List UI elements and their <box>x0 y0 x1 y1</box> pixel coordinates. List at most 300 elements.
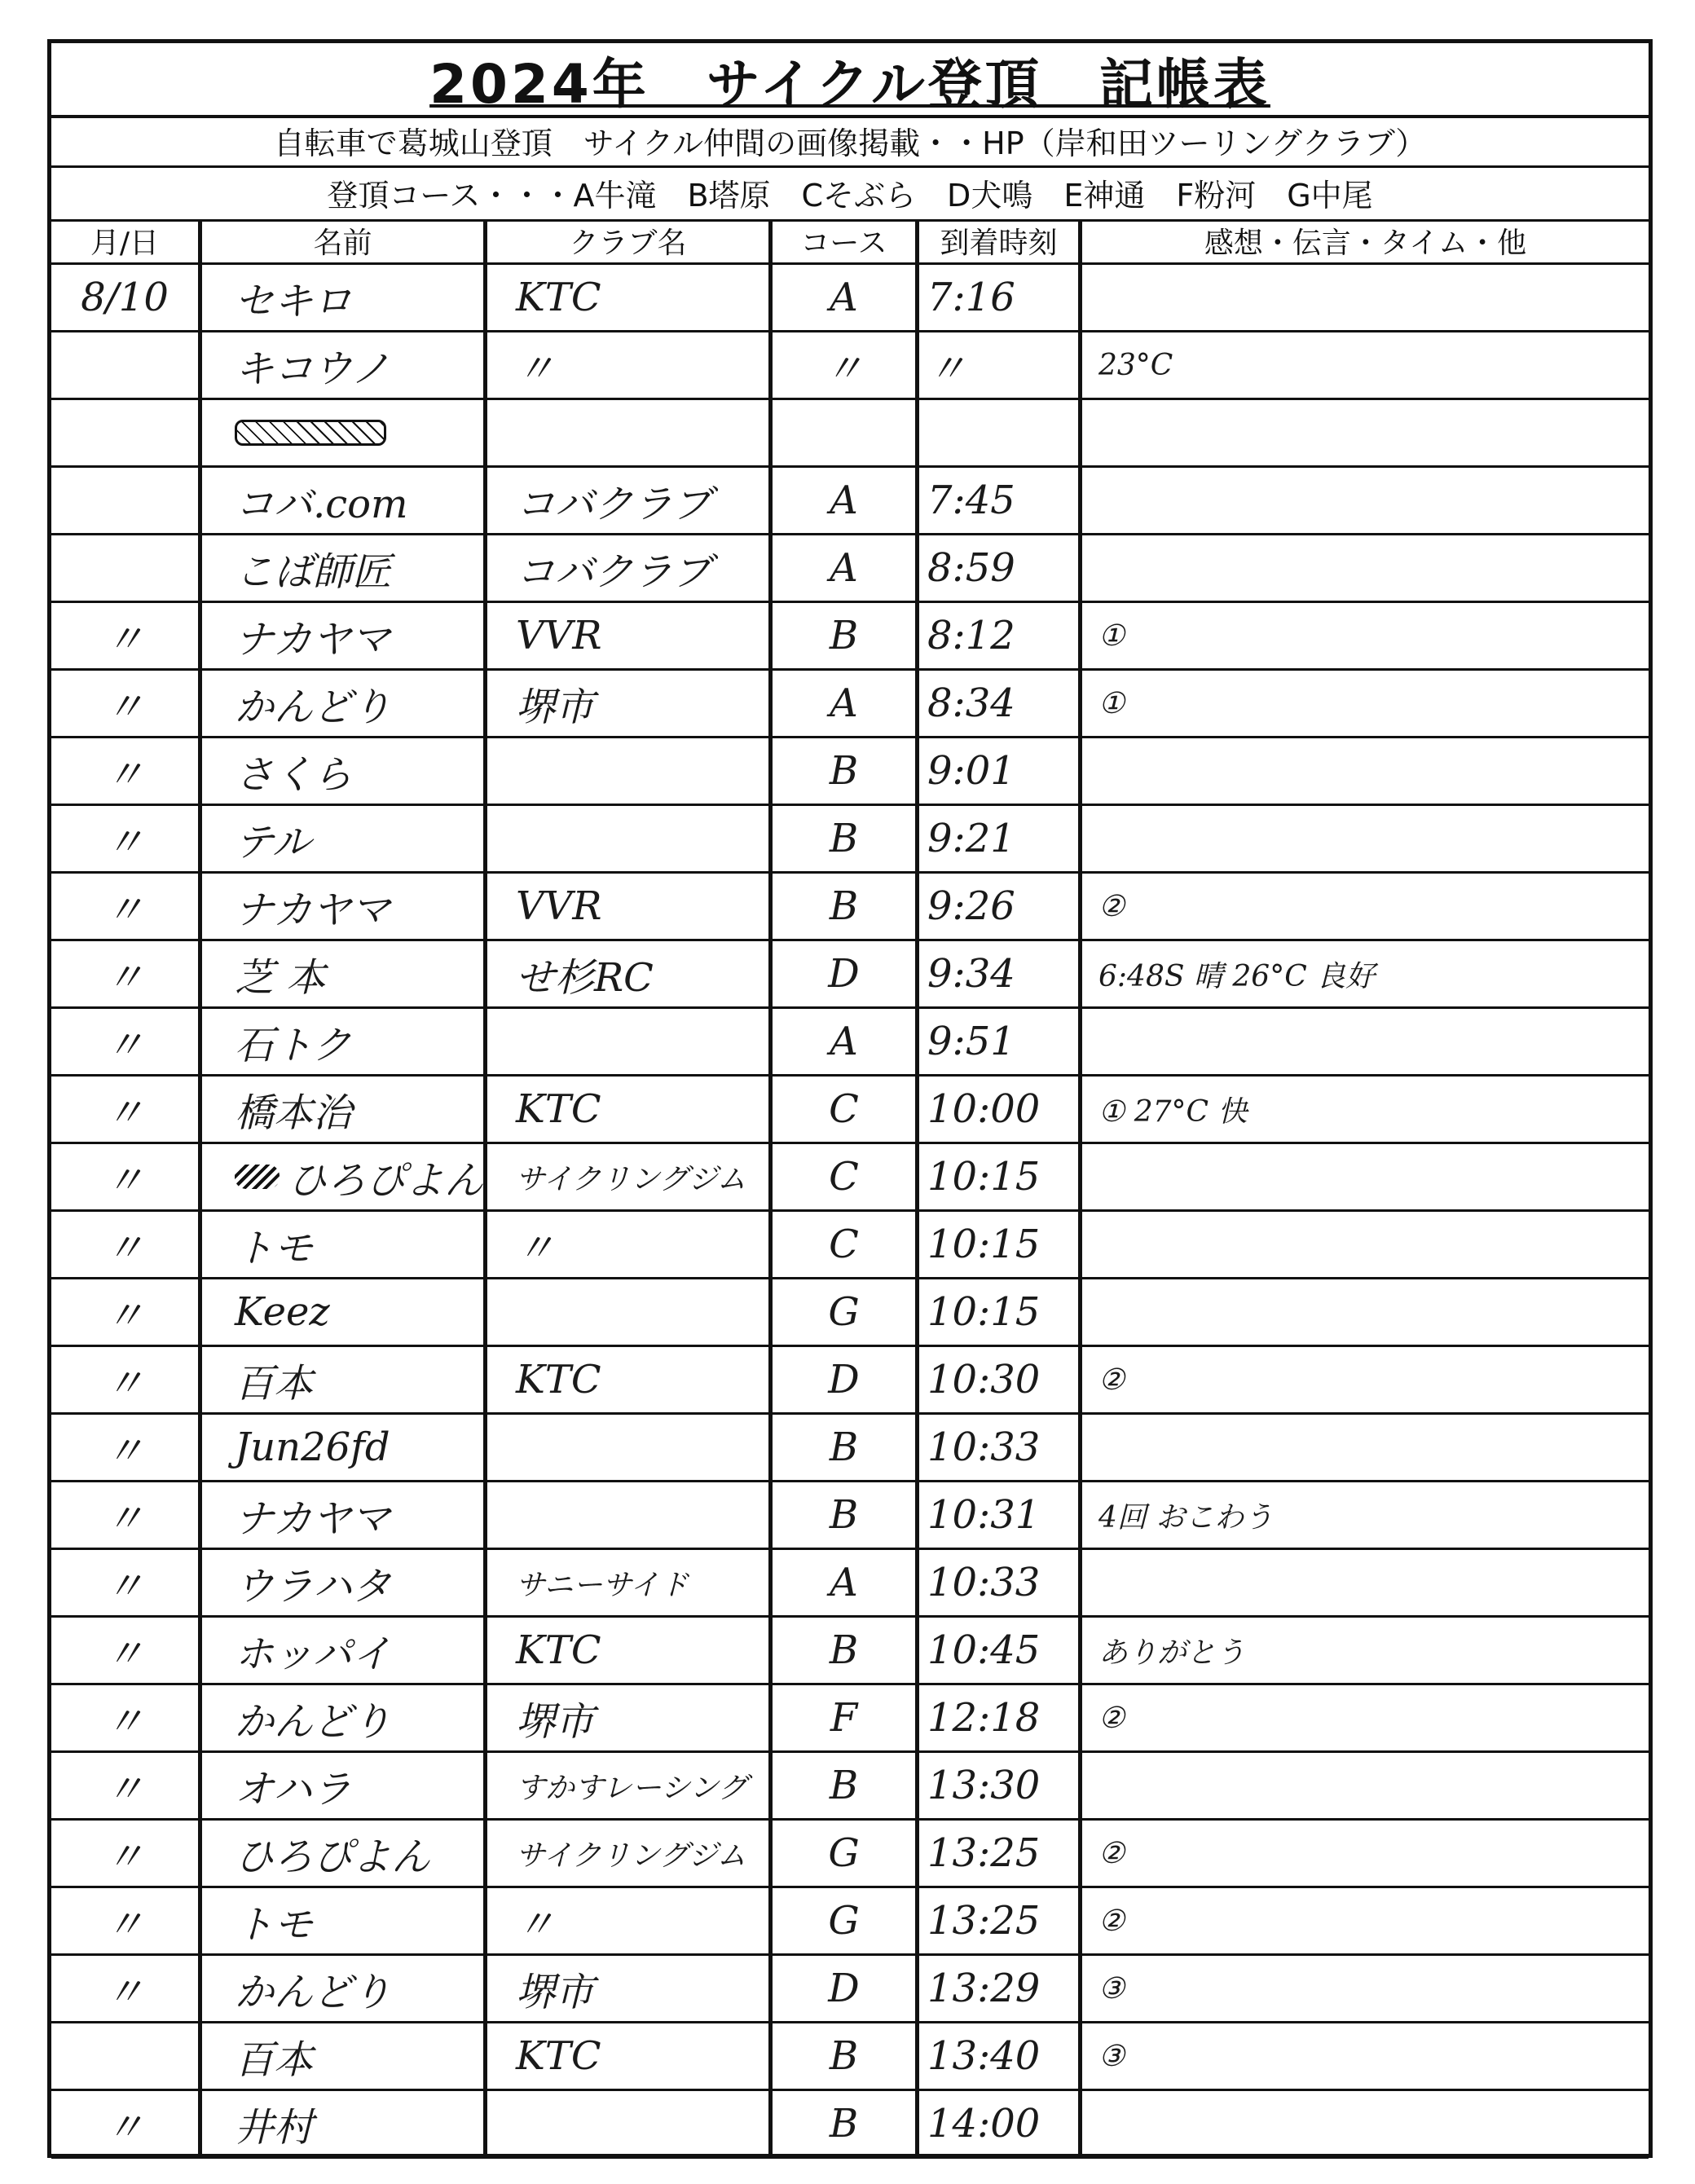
cell-club <box>487 265 773 330</box>
table-row <box>51 1482 1649 1550</box>
cell-course <box>773 400 919 465</box>
table-row <box>51 671 1649 738</box>
cell-course-text: A <box>830 478 858 523</box>
cell-name <box>202 603 487 668</box>
cell-name-text: ホッパイ <box>235 1631 392 1677</box>
table-row <box>51 1144 1649 1212</box>
cell-date <box>51 603 202 668</box>
cell-course-text: D <box>828 1966 860 2011</box>
cell-note <box>1082 1144 1649 1209</box>
scribbled-out-mark <box>235 1165 280 1189</box>
cell-course <box>773 941 919 1006</box>
cell-date <box>51 671 202 736</box>
cell-course <box>773 806 919 871</box>
cell-note <box>1082 1009 1649 1074</box>
cell-time <box>919 1347 1082 1412</box>
cell-note <box>1082 265 1649 330</box>
cell-club <box>487 1415 773 1480</box>
page-title: 2024年 サイクル登頂 記帳表 <box>429 52 1270 116</box>
cell-time-text: 10:15 <box>927 1154 1041 1200</box>
cell-name-text: オハラ <box>235 1766 352 1812</box>
cell-name <box>202 468 487 533</box>
cell-date-text: 8/10 <box>81 275 169 320</box>
header-course: コース <box>773 219 919 262</box>
cell-course <box>773 1956 919 2021</box>
cell-time <box>919 332 1082 398</box>
cell-name <box>202 332 487 398</box>
cell-note-text: ③ <box>1098 1971 1125 2006</box>
cell-course <box>773 1685 919 1750</box>
table-row <box>51 1956 1649 2023</box>
cell-name <box>202 1482 487 1548</box>
cell-date-text: 〃 <box>104 1428 144 1474</box>
cell-course <box>773 265 919 330</box>
cell-course-text: B <box>829 1627 859 1673</box>
cell-name <box>202 265 487 330</box>
cell-note-text: ① <box>1098 619 1125 653</box>
cell-course-text: 〃 <box>824 346 864 392</box>
cell-name <box>202 738 487 804</box>
header-name: 名前 <box>202 219 487 262</box>
cell-time-text: 13:29 <box>927 1966 1041 2011</box>
cell-time <box>919 1685 1082 1750</box>
cell-name <box>202 1618 487 1683</box>
cell-course <box>773 1888 919 1953</box>
cell-date-text: 〃 <box>104 954 144 1001</box>
table-row <box>51 1753 1649 1821</box>
cell-time <box>919 1956 1082 2021</box>
cell-note <box>1082 738 1649 804</box>
cell-club <box>487 1347 773 1412</box>
cell-time-text: 7:45 <box>927 478 1015 523</box>
cell-name-text: さくら <box>235 751 353 798</box>
cell-note <box>1082 468 1649 533</box>
cell-course-text: A <box>830 1560 858 1605</box>
cell-club <box>487 1279 773 1345</box>
cell-date-text: 〃 <box>104 1969 144 2015</box>
cell-date <box>51 806 202 871</box>
cell-course-text: B <box>829 613 859 658</box>
cell-note <box>1082 1550 1649 1615</box>
table-row <box>51 1550 1649 1618</box>
cell-name-text: 百本 <box>235 2036 314 2083</box>
cell-note-text: ② <box>1098 1904 1125 1938</box>
cell-date <box>51 1685 202 1750</box>
cell-name-text: ナカヤマ <box>235 1495 391 1542</box>
cell-time-text: 9:01 <box>927 748 1015 794</box>
cell-date-text: 〃 <box>104 1225 144 1271</box>
cell-date-text: 〃 <box>104 1157 144 1204</box>
cell-time <box>919 2091 1082 2156</box>
cell-name <box>202 400 487 465</box>
cell-club-text: サニーサイド <box>516 1568 689 1602</box>
cell-club-text: せ杉RC <box>516 954 654 1001</box>
cell-name <box>202 1009 487 1074</box>
cell-course <box>773 1009 919 1074</box>
cell-name-text: かんどり <box>235 1969 392 2015</box>
cell-course-text: B <box>829 2033 859 2079</box>
cell-name <box>202 535 487 601</box>
cell-course <box>773 1279 919 1345</box>
cell-club <box>487 535 773 601</box>
cell-note <box>1082 874 1649 939</box>
cell-course <box>773 874 919 939</box>
cell-name-text: 芝 本 <box>235 954 326 1001</box>
cell-club <box>487 1550 773 1615</box>
cell-time <box>919 468 1082 533</box>
cell-course <box>773 1077 919 1142</box>
cell-course-text: A <box>830 1019 858 1064</box>
cell-note <box>1082 400 1649 465</box>
cell-note-text: ② <box>1098 889 1125 923</box>
cell-time <box>919 1618 1082 1683</box>
cell-date-text: 〃 <box>104 1631 144 1677</box>
cell-name <box>202 1888 487 1953</box>
cell-time <box>919 874 1082 939</box>
cell-name <box>202 1144 487 1209</box>
cell-club <box>487 1144 773 1209</box>
cell-date <box>51 400 202 465</box>
cell-note-text: 4回 おこわう <box>1098 1500 1274 1535</box>
cell-club-text: 堺市 <box>516 1969 595 2015</box>
cell-date-text: 〃 <box>104 1360 144 1407</box>
cell-date <box>51 874 202 939</box>
table-row <box>51 332 1649 400</box>
cell-time-text: 13:30 <box>927 1763 1041 1808</box>
table-row <box>51 1279 1649 1347</box>
cell-date <box>51 1077 202 1142</box>
cell-date <box>51 1347 202 1412</box>
cell-time-text: 10:15 <box>927 1289 1041 1335</box>
cell-course-text: B <box>829 1763 859 1808</box>
cell-course <box>773 738 919 804</box>
cell-date-text: 〃 <box>104 1901 144 1948</box>
cell-club <box>487 874 773 939</box>
cell-time <box>919 671 1082 736</box>
cell-note <box>1082 2091 1649 2156</box>
cell-club <box>487 1009 773 1074</box>
cell-club <box>487 738 773 804</box>
cell-club-text: KTC <box>516 2033 601 2079</box>
cell-club <box>487 332 773 398</box>
cell-time-text: 9:51 <box>927 1019 1015 1064</box>
cell-club <box>487 400 773 465</box>
cell-course-text: A <box>830 275 858 320</box>
cell-course-text: C <box>829 1222 859 1267</box>
table-row <box>51 1347 1649 1415</box>
cell-name-text: 石トク <box>235 1022 352 1068</box>
cell-club <box>487 1077 773 1142</box>
subtitle-row <box>51 115 1649 168</box>
cell-time <box>919 1821 1082 1886</box>
cell-time <box>919 603 1082 668</box>
cell-note <box>1082 1956 1649 2021</box>
cell-date <box>51 1753 202 1818</box>
cell-club <box>487 806 773 871</box>
header-note: 感想・伝言・タイム・他 <box>1204 227 1527 260</box>
cell-note-text: ② <box>1098 1363 1125 1397</box>
cell-course <box>773 1821 919 1886</box>
cell-club <box>487 941 773 1006</box>
cell-name <box>202 671 487 736</box>
cell-time-text: 10:45 <box>927 1627 1041 1673</box>
cell-course <box>773 603 919 668</box>
cell-name <box>202 1821 487 1886</box>
cell-name-text: ひろぴよん <box>235 1834 431 1880</box>
cell-date-text: 〃 <box>104 1495 144 1542</box>
cell-note <box>1082 2023 1649 2089</box>
table-row <box>51 1415 1649 1482</box>
cell-name-text: コバ.com <box>235 481 408 527</box>
cell-time <box>919 265 1082 330</box>
cell-name-text: トモ <box>235 1901 314 1948</box>
cell-course-text: G <box>828 1898 860 1944</box>
cell-name <box>202 2091 487 2156</box>
cell-club <box>487 1888 773 1953</box>
cell-time <box>919 1482 1082 1548</box>
cell-course-text: D <box>828 1357 860 1402</box>
cell-club-text: KTC <box>516 275 601 320</box>
cell-course <box>773 1753 919 1818</box>
cell-time <box>919 941 1082 1006</box>
cell-time <box>919 1279 1082 1345</box>
cell-note-text: ① 27°C 快 <box>1098 1094 1248 1129</box>
cell-name <box>202 1077 487 1142</box>
cell-note-text: ① <box>1098 686 1125 720</box>
cell-note <box>1082 1618 1649 1683</box>
cell-club <box>487 603 773 668</box>
cell-course <box>773 1482 919 1548</box>
cell-time-text: 14:00 <box>927 2101 1041 2147</box>
cell-time <box>919 738 1082 804</box>
cell-time-text: 9:26 <box>927 883 1015 929</box>
cell-date <box>51 1009 202 1074</box>
table-row <box>51 1888 1649 1956</box>
course-legend-row <box>51 165 1649 222</box>
cell-name <box>202 874 487 939</box>
cell-date <box>51 1144 202 1209</box>
cell-date <box>51 535 202 601</box>
table-row <box>51 1618 1649 1685</box>
cell-name <box>202 2023 487 2089</box>
cell-time-text: 13:25 <box>927 1830 1041 1876</box>
cell-date <box>51 1550 202 1615</box>
cell-time <box>919 535 1082 601</box>
course-legend: 登頂コース・・・A牛滝 B塔原 Cそぶら D犬鳴 E神通 F粉河 G中尾 <box>327 177 1373 214</box>
cell-date <box>51 1482 202 1548</box>
cell-date <box>51 1618 202 1683</box>
cell-time-text: 8:34 <box>927 680 1015 726</box>
table-row <box>51 2091 1649 2159</box>
cell-name-text: キコウノ <box>235 346 390 392</box>
cell-time-text: 9:34 <box>927 951 1015 997</box>
cell-club-text: 〃 <box>516 1225 556 1271</box>
cell-name-text: テル <box>235 819 311 865</box>
cell-note <box>1082 1821 1649 1886</box>
cell-name <box>202 1212 487 1277</box>
table-body <box>51 265 1649 2159</box>
crossed-out-entry <box>235 420 386 446</box>
cell-club-text: KTC <box>516 1357 601 1402</box>
cell-time-text: 10:31 <box>927 1492 1041 1538</box>
cell-note <box>1082 332 1649 398</box>
cell-course-text: C <box>829 1086 859 1132</box>
cell-date <box>51 941 202 1006</box>
cell-date-text: 〃 <box>104 1698 144 1745</box>
header-club: クラブ名 <box>487 219 773 262</box>
cell-date <box>51 332 202 398</box>
cell-note <box>1082 806 1649 871</box>
log-sheet <box>47 39 1653 2158</box>
cell-name-text: ナカヤマ <box>235 887 391 933</box>
table-header <box>51 219 1649 265</box>
cell-name-text: セキロ <box>235 278 353 324</box>
cell-time <box>919 1077 1082 1142</box>
cell-name <box>202 1279 487 1345</box>
cell-name <box>202 806 487 871</box>
cell-course <box>773 1347 919 1412</box>
cell-time-text: 12:18 <box>927 1695 1041 1741</box>
table-row <box>51 806 1649 874</box>
cell-note <box>1082 1077 1649 1142</box>
cell-date-text: 〃 <box>104 751 144 798</box>
cell-course <box>773 1144 919 1209</box>
cell-club-text: すかすレーシング <box>516 1771 748 1805</box>
cell-note <box>1082 1753 1649 1818</box>
cell-date <box>51 1212 202 1277</box>
cell-name <box>202 1753 487 1818</box>
cell-course <box>773 1212 919 1277</box>
cell-club <box>487 1212 773 1277</box>
cell-note <box>1082 1482 1649 1548</box>
cell-time <box>919 400 1082 465</box>
cell-date-text: 〃 <box>104 2104 144 2151</box>
cell-course-text: C <box>829 1154 859 1200</box>
cell-date <box>51 1821 202 1886</box>
cell-name-text: Keez <box>235 1289 330 1335</box>
cell-name-text: Jun26fd <box>235 1424 390 1470</box>
cell-time <box>919 1753 1082 1818</box>
table-row <box>51 535 1649 603</box>
cell-course <box>773 671 919 736</box>
cell-course-text: B <box>829 1424 859 1470</box>
title-row <box>51 43 1649 118</box>
cell-club-text: コバクラブ <box>516 481 712 527</box>
cell-name <box>202 1550 487 1615</box>
cell-note <box>1082 1888 1649 1953</box>
cell-club <box>487 1618 773 1683</box>
cell-club <box>487 1482 773 1548</box>
cell-club <box>487 1956 773 2021</box>
cell-club-text: サイクリングジム <box>516 1162 746 1196</box>
cell-name-text: 百本 <box>235 1360 314 1407</box>
table-row <box>51 1821 1649 1888</box>
cell-club-text: サイクリングジム <box>516 1838 746 1873</box>
cell-course <box>773 2023 919 2089</box>
cell-note <box>1082 603 1649 668</box>
cell-name <box>202 941 487 1006</box>
cell-time-text: 〃 <box>927 346 967 392</box>
cell-course <box>773 468 919 533</box>
cell-name-text: かんどり <box>235 684 392 730</box>
table-row <box>51 468 1649 535</box>
cell-time-text: 8:59 <box>927 545 1015 591</box>
cell-note-text: ありがとう <box>1098 1636 1246 1670</box>
table-row <box>51 265 1649 332</box>
cell-course <box>773 2091 919 2156</box>
cell-course-text: B <box>829 883 859 929</box>
table-row <box>51 1212 1649 1279</box>
cell-name-text: 井村 <box>235 2104 314 2151</box>
cell-date <box>51 2023 202 2089</box>
cell-name-text: かんどり <box>235 1698 392 1745</box>
cell-time-text: 8:12 <box>927 613 1015 658</box>
cell-name-text: ひろぴよん <box>287 1157 483 1204</box>
cell-course-text: G <box>828 1830 860 1876</box>
cell-date-text: 〃 <box>104 1022 144 1068</box>
cell-time <box>919 1888 1082 1953</box>
cell-course-text: D <box>828 951 860 997</box>
cell-date-text: 〃 <box>104 1563 144 1609</box>
cell-course-text: A <box>830 680 858 726</box>
cell-name-text: ナカヤマ <box>235 616 391 663</box>
cell-club-text: KTC <box>516 1627 601 1673</box>
cell-name-text: 橋本治 <box>235 1090 353 1136</box>
cell-time-text: 9:21 <box>927 816 1015 861</box>
cell-date-text: 〃 <box>104 819 144 865</box>
cell-name <box>202 1685 487 1750</box>
cell-course-text: F <box>830 1695 858 1741</box>
cell-club-text: 〃 <box>516 346 556 392</box>
cell-name-text: ウラハタ <box>235 1563 392 1609</box>
cell-date <box>51 2091 202 2156</box>
cell-club-text: コバクラブ <box>516 548 712 595</box>
cell-time <box>919 2023 1082 2089</box>
cell-time <box>919 1009 1082 1074</box>
cell-course-text: B <box>829 816 859 861</box>
cell-course-text: G <box>828 1289 860 1335</box>
cell-note <box>1082 941 1649 1006</box>
cell-time-text: 10:33 <box>927 1560 1041 1605</box>
cell-name <box>202 1415 487 1480</box>
cell-course <box>773 332 919 398</box>
cell-club-text: KTC <box>516 1086 601 1132</box>
cell-club <box>487 1753 773 1818</box>
header-time: 到着時刻 <box>919 219 1082 262</box>
cell-course <box>773 1550 919 1615</box>
cell-club-text: VVR <box>516 883 602 929</box>
cell-club <box>487 2091 773 2156</box>
cell-date <box>51 468 202 533</box>
cell-note-text: ③ <box>1098 2039 1125 2073</box>
cell-time-text: 10:33 <box>927 1424 1041 1470</box>
cell-club <box>487 1685 773 1750</box>
cell-note <box>1082 671 1649 736</box>
cell-date <box>51 1415 202 1480</box>
cell-note <box>1082 1347 1649 1412</box>
table-row <box>51 738 1649 806</box>
cell-time-text: 10:00 <box>927 1086 1041 1132</box>
cell-time <box>919 806 1082 871</box>
cell-note-text: ② <box>1098 1701 1125 1735</box>
cell-name <box>202 1347 487 1412</box>
cell-time <box>919 1550 1082 1615</box>
cell-date-text: 〃 <box>104 887 144 933</box>
cell-date-text: 〃 <box>104 1766 144 1812</box>
cell-course <box>773 1618 919 1683</box>
cell-club-text: 堺市 <box>516 1698 595 1745</box>
cell-date-text: 〃 <box>104 684 144 730</box>
